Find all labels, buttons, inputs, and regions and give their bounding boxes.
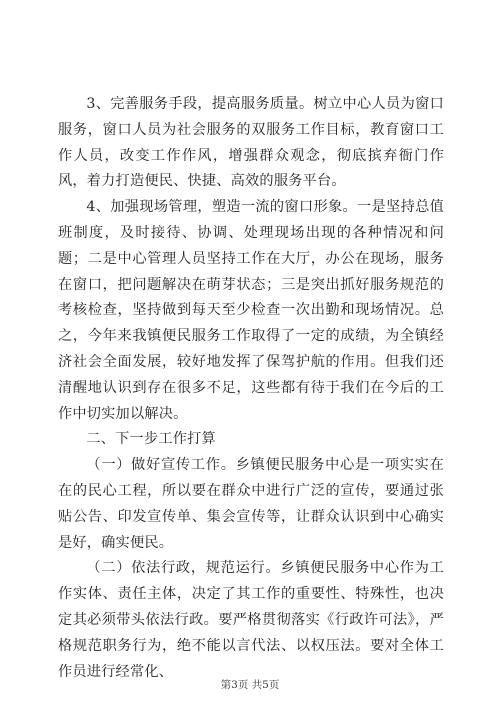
paragraph-publicity: （一）做好宣传工作。乡镇便民服务中心是一项实实在在的民心工程，所以要在群众中进行广泛的宣传，要通过张贴公告、印发宣传单、集会宣传等，让群众认识到中心确实是好，确实便民。 — [58, 457, 444, 551]
page-footer: 第3页 共5页 — [220, 679, 280, 691]
section-heading-next-steps: 二、下一步工作打算 — [86, 431, 216, 448]
paragraph-service-means: 3、完善服务手段，提高服务质量。树立中心人员为窗口服务，窗口人员为社会服务的双服务工作目标，教育窗口工作人员，改变工作作风，增强群众观念，彻底摈弃衙门作风，着力打造便民、快捷、高效的服务平台。 — [58, 96, 444, 190]
paragraph-lawful-administration: （二）依法行政，规范运行。乡镇便民服务中心作为工作实体、责任主体，决定了其工作的重要性、特殊性，也决定其必须带头依法行政。要严格贯彻落实《行政许可法》，严格规范职务行为，绝不能以言代法、以权压法。要对全体工作员进行经常化、 — [58, 560, 444, 680]
paragraph-site-management: 4、加强现场管理，塑造一流的窗口形象。一是坚持总值班制度，及时接待、协调、处理现场出现的各种情况和问题；二是中心管理人员坚持工作在大厅，办公在现场，服务在窗口，把问题解决在萌芽状态；三是突出抓好服务规范的考核检查，坚持做到每天至少检查一次出勤和现场情况。总之，今年来我镇便民服务工作取得了一定的成绩，为全镇经济社会全面发展，较好地发挥了保驾护航的作用。但我们还清醒地认识到存在很多不足，这些都有待于我们在今后的工作中切实加以解决。 — [58, 199, 444, 422]
document-body — [58, 92, 444, 685]
